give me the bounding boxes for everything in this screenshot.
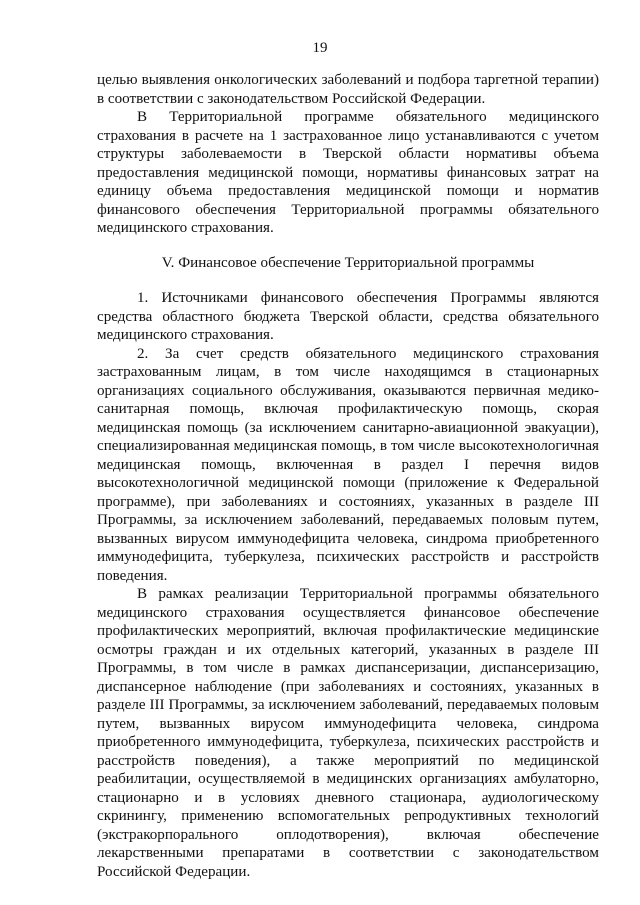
paragraph-financing-sources: 1. Источниками финансового обеспечения Программы являются средства областного бюджета Тверской области, средства обязательного медицинского страхования. [97,290,599,343]
paragraph-oms-services: 2. За счет средств обязательного медицинского страхования застрахованным лицам, в том числе находящимся в стационарных организациях социального обслуживания, оказываются первичная медико-санитарная помощь, включая профилактическую помощь, скорая медицинская помощь (за исключением санитарно-авиационной эвакуации), специализированная медицинская помощь, в том числе высокотехнологичная медицинская помощь, включенная в раздел I перечня видов высокотехнологичной медицинской помощи (приложение к Федеральной программе), при заболеваниях и состояниях, указанных в разделе III Программы, за исключением заболеваний, передаваемых половым путем, вызванных вирусом иммунодефицита человека, синдрома приобретенного иммунодефицита, туберкулеза, психических расстройств и расстройств поведения. [97,345,599,584]
paragraph-continuation: целью выявления онкологических заболеваний и подбора таргетной терапии) в соответствии с законодательством Российской Федерации. [97,72,599,107]
section-heading: V. Финансовое обеспечение Территориальной программы [161,255,535,271]
intro-text-block [97,71,599,238]
page-number: 19 [312,40,328,56]
paragraph-preventive-measures: В рамках реализации Территориальной программы обязательного медицинского страхования осуществляется финансовое обеспечение профилактических мероприятий, включая профилактические медицинские осмотры граждан и их отдельных категорий, указанных в разделе III Программы, в том числе в рамках диспансеризации, диспансеризацию, диспансерное наблюдение (при заболеваниях и состояниях, указанных в разделе III Программы, за исключением заболеваний, передаваемых половым путем, вызванных вирусом иммунодефицита человека, синдрома приобретенного иммунодефицита, туберкулеза, психических расстройств и расстройств поведения), а также мероприятий по медицинской реабилитации, осуществляемой в медицинских организациях амбулаторно, стационарно и в условиях дневного стационара, аудиологическому скринингу, применению вспомогательных репродуктивных технологий (экстракорпорального оплодотворения), включая обеспечение лекарственными препаратами в соответствии с законодательством Российской Федерации. [97,586,599,880]
paragraph-territorial-program-norms: В Территориальной программе обязательного медицинского страхования в расчете на 1 застрахованное лицо устанавливаются с учетом структуры заболеваемости в Тверской области нормативы объема предоставления медицинской помощи, нормативы финансовых затрат на единицу объема предоставления медицинской помощи и норматив финансового обеспечения Территориальной программы обязательного медицинского страхования. [97,109,599,236]
section-text-block [97,289,599,881]
